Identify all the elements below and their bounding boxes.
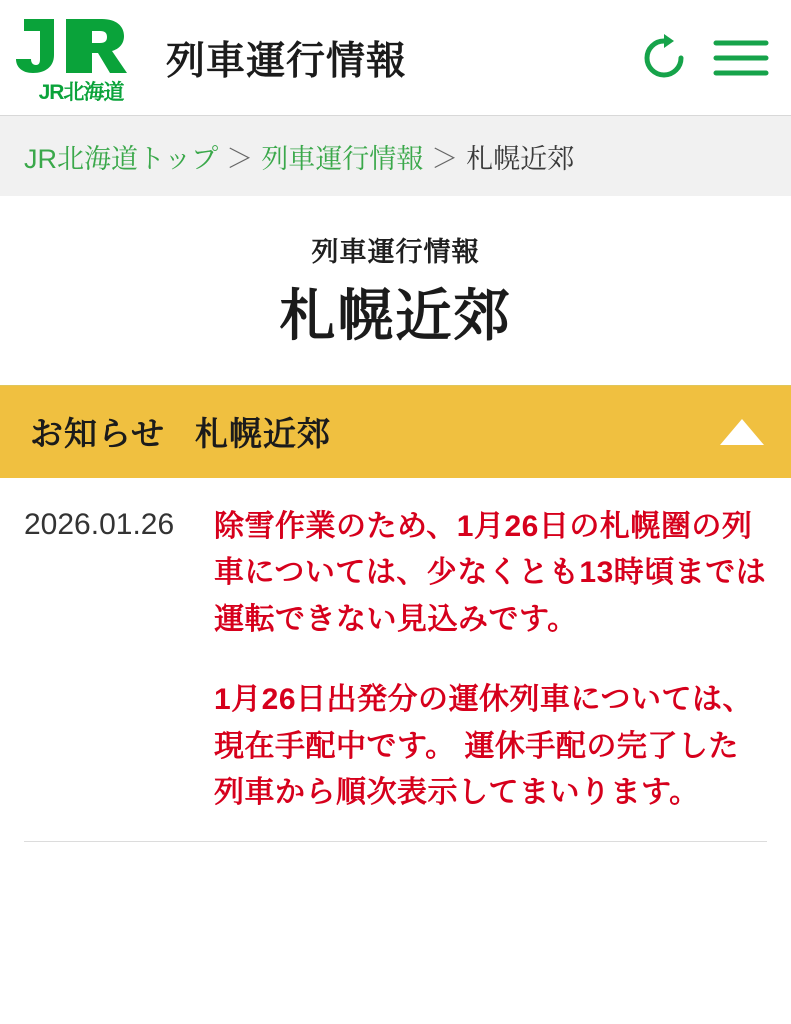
triangle-up-icon[interactable]: [719, 417, 765, 447]
notice-heading: お知らせ: [30, 415, 166, 453]
reload-button[interactable]: [641, 33, 687, 83]
jr-hokkaido-logo[interactable]: [14, 13, 148, 103]
notice-paragraph-1: 除雪作業のため、1月26日の札幌圏の列車については、少なくとも13時頃までは運転できない見込みです。: [214, 509, 767, 636]
notice-panel-header[interactable]: [0, 386, 791, 478]
breadcrumb-item-train-info[interactable]: 列車運行情報: [261, 143, 424, 174]
breadcrumb-item-top[interactable]: JR北海道トップ: [24, 143, 219, 174]
page-heading-main: 札幌近郊: [279, 284, 512, 347]
menu-button[interactable]: [713, 36, 769, 80]
notice-message: [214, 504, 767, 817]
jr-logo-subtext: JR北海道: [38, 80, 124, 104]
page-title: 列車運行情報: [166, 39, 407, 83]
page-heading-eyebrow: 列車運行情報: [311, 237, 480, 267]
page-heading-block: [0, 196, 791, 385]
header-actions: [641, 33, 773, 83]
notice-heading-area: 札幌近郊: [195, 415, 332, 453]
breadcrumb-separator: ＞: [226, 143, 254, 174]
reload-icon: [641, 71, 687, 86]
site-header: [0, 0, 791, 116]
hamburger-menu-icon: [713, 68, 769, 83]
breadcrumb: [0, 116, 791, 196]
notice-entry: [0, 478, 791, 817]
breadcrumb-item-current: 札幌近郊: [466, 143, 575, 174]
notice-panel: [0, 385, 791, 842]
notice-divider: [24, 841, 767, 842]
breadcrumb-separator: ＞: [431, 143, 459, 174]
notice-paragraph-2: 1月26日出発分の運休列車については、現在手配中です。 運休手配の完了した列車から順次表示してまいります。: [214, 683, 753, 810]
notice-date: 2026.01.26: [24, 507, 175, 541]
jr-logo-icon: [16, 17, 146, 80]
